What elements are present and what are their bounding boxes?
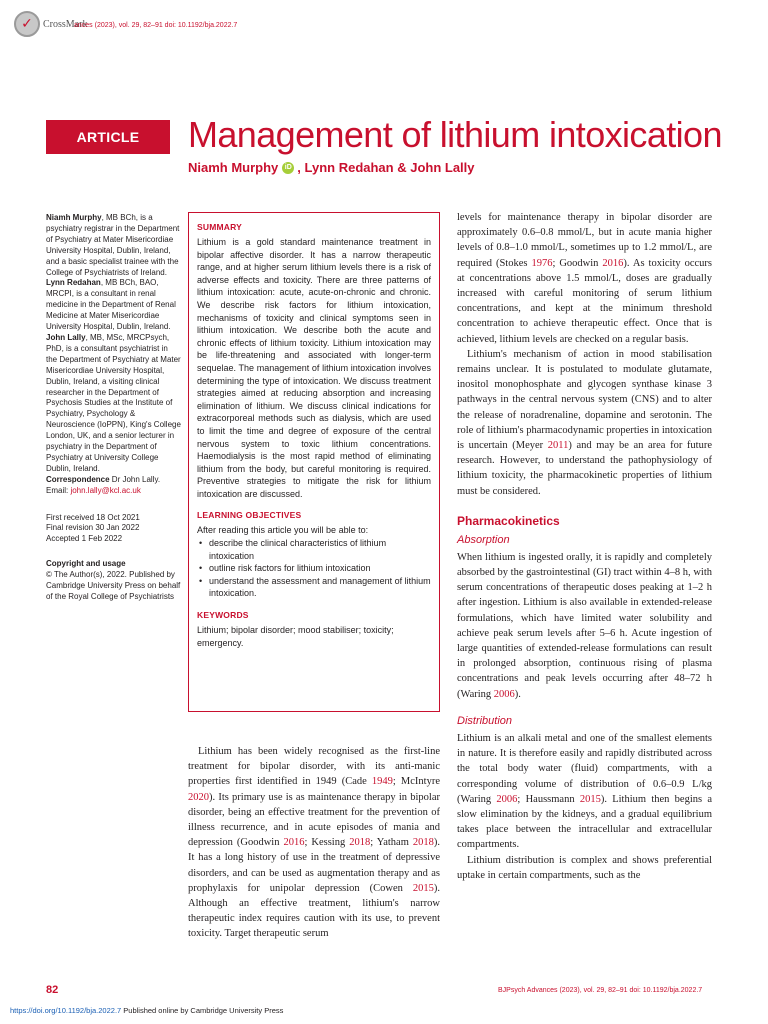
objective-item: • describe the clinical characteristics of lithium intoxication bbox=[197, 537, 431, 562]
date-accepted: Accepted 1 Feb 2022 bbox=[46, 534, 123, 544]
header-citation: ances (2023), vol. 29, 82–91 doi: 10.1192/bja.2022.7 bbox=[74, 22, 238, 29]
email-line bbox=[46, 486, 181, 497]
correspondence-text: Dr John Lally. bbox=[109, 474, 161, 484]
author-sidebar bbox=[46, 213, 181, 603]
article-title: Management of lithium intoxication bbox=[188, 114, 722, 155]
keywords bbox=[197, 610, 431, 649]
date-final-revision: Final revision 30 Jan 2022 bbox=[46, 523, 140, 533]
intro-paragraph: Lithium has been widely recognised as the first-line treatment for bipolar disorder, with its anti-manic properties first identified in 1949 (Cade 1949; McIntyre 2020). Its primary use is as maintenance therapy in bipolar disorder, being an effective treatment for the prevention of illness recurrence, and in acute episodes of mania and depression (Goodwin 2016; Kessing 2018; Yatham 2018). It has a long history of use in the treatment of depressive disorders, and can be used as augmentation therapy and as prophylaxis for unipolar depression (Cowen 2015). Although an effective treatment, lithium's narrow therapeutic index requires caution with its use, to prevent toxicity. Target therapeutic serum bbox=[188, 746, 440, 940]
author-bio-lally bbox=[46, 333, 181, 475]
paragraph: Lithium is an alkali metal and one of the smallest elements in nature. It is therefore easily and rapidly distributed across the total body water (fluid) compartments, with a corresponding volume of distribution of 0.6–0.9 L/kg (Waring 2006; Haussmann 2015). Lithium then begins a slow elimination by the kidneys, and a gradual equilibrium takes place between the intracellular and extracellular compartments. bbox=[457, 732, 712, 851]
subsection-heading-distribution: Distribution bbox=[457, 714, 513, 727]
doi-link[interactable]: https://doi.org/10.1192/bja.2022.7 bbox=[10, 1006, 122, 1015]
crossmark-icon: ✓ bbox=[14, 11, 40, 37]
orcid-icon[interactable]: iD bbox=[282, 162, 294, 174]
body-column-left bbox=[188, 744, 440, 942]
email-label: Email: bbox=[46, 485, 71, 495]
article-type-badge: ARTICLE bbox=[46, 120, 170, 154]
author-first: Niamh Murphy bbox=[188, 160, 279, 175]
keywords-text: Lithium; bipolar disorder; mood stabiliser; toxicity; emergency. bbox=[197, 625, 394, 648]
learning-objectives bbox=[197, 510, 431, 600]
objectives-list bbox=[197, 537, 431, 600]
citation-link[interactable]: 2016 bbox=[602, 257, 624, 269]
author-bio-text: , MB BCh, BAO, MRCPI, is a consultant in renal medicine in the Department of Renal Medicine at Mater Misericordiae University Hospital, Dublin, Ireland. bbox=[46, 278, 176, 332]
author-bio-redahan bbox=[46, 278, 181, 333]
author-bio-murphy bbox=[46, 213, 181, 278]
footer-citation: BJPsych Advances (2023), vol. 29, 82–91 doi: 10.1192/bja.2022.7 bbox=[498, 987, 703, 994]
paragraph: Lithium's mechanism of action in mood stabilisation remains unclear. It is postulated to modulate glutamate, inositol monophosphate and glycogen synthase kinase 3 pathways in the central nervous system (CNS) and to alter the release of noradrenaline, dopamine and serotonin. The role of lithium's pharmacodynamic properties in intoxication is uncertain (Meyer 2011) and may be an area for future research. However, to understand the pathophysiology of lithium toxicity, the pharmacokinetic properties of lithium must be considered. bbox=[457, 348, 712, 497]
citation-link[interactable]: 1949 bbox=[371, 776, 393, 788]
author-list bbox=[188, 160, 475, 175]
citation-link[interactable]: 2015 bbox=[412, 882, 434, 894]
citation-link[interactable]: 2006 bbox=[496, 793, 518, 805]
citation-link[interactable]: 2018 bbox=[412, 837, 434, 849]
summary-text: Lithium is a gold standard maintenance treatment in bipolar affective disorder. It has a narrow therapeutic range, and at higher serum lithium levels there is a risk of adverse effects and toxicity. There are three patterns of lithium intoxication: acute, acute-on-chronic and chronic. We describe risk factors for lithium intoxication, mechanisms of toxicity and clinical symptoms seen in lithium intoxication. We describe both the acute and chronic effects of lithium toxicity. Lithium intoxication may be life-threatening and associated with longer-term sequelae. The management of lithium intoxication involves determining the type of intoxication. We discuss treatment strategies aimed at reducing absorption and increasing elimination of lithium. We discuss clinical indications for extracorporeal methods such as dialysis, which are used to limit the time and degree of exposure of the central nervous system to toxic lithium concentrations. Haemodialysis is the most rapid method of eliminating lithium from the body, but careful monitoring is required. Preventive strategies to mitigate the risk for lithium intoxication are discussed. bbox=[197, 237, 431, 499]
copyright-text: © The Author(s), 2022. Published by Cambridge University Press on behalf of the Royal College of Psychiatrists bbox=[46, 570, 181, 601]
paragraph: Lithium distribution is complex and shows preferential uptake in certain compartments, such as the bbox=[457, 854, 712, 881]
correspondence-label: Correspondence bbox=[46, 474, 110, 484]
citation-link[interactable]: 2016 bbox=[283, 837, 305, 849]
objective-item: • understand the assessment and management of lithium intoxication. bbox=[197, 575, 431, 600]
footer-doi-line bbox=[10, 1006, 283, 1015]
page-number: 82 bbox=[46, 984, 59, 996]
published-note: Published online by Cambridge University Press bbox=[121, 1006, 284, 1015]
citation-link[interactable]: 1976 bbox=[531, 257, 553, 269]
paragraph: When lithium is ingested orally, it is rapidly and completely absorbed by the gastrointestinal (GI) tract within 4–8 h, with serum concentrations of therapeutic doses peaking at 1–2 h after ingestion. Lithium is also available in extended-release formulations, which have limited water solubility and achieve peak serum levels after 5–6 h. Acute ingestion of large quantities of extended-release formulations can result in prolonged absorption, continuous rising of plasma concentrations and peak levels occurring after 48–72 h (Waring 2006). bbox=[457, 551, 712, 700]
objectives-intro: After reading this article you will be able to: bbox=[197, 525, 369, 536]
author-bio-text: , MB BCh, is a psychiatry registrar in the Department of Psychiatry at Mater Misericordiae University Hospital, Dublin, Ireland, and a basic specialist trainee with the College of Psychiatrists of Ireland. bbox=[46, 213, 180, 277]
author-bio-text: , MB, MSc, MRCPsych, PhD, is a consultant psychiatrist in the Department of Psychiatry at Mater Misericordiae University Hospital, Dublin, Ireland, a visiting clinical researcher in the Department of Psychosis Studies at the Institute of Psychiatry, Psychology & Neuroscience (IoPPN), King's College London, UK, and a senior lecturer in psychiatry in the Department of Psychiatry at University College Dublin, Ireland. bbox=[46, 332, 181, 473]
citation-link[interactable]: 2020 bbox=[188, 791, 209, 803]
author-rest: , Lynn Redahan & John Lally bbox=[297, 160, 475, 175]
author-name: Lynn Redahan bbox=[46, 278, 101, 288]
email-link[interactable]: john.lally@kcl.ac.uk bbox=[70, 485, 141, 495]
section-heading-pharmacokinetics: Pharmacokinetics bbox=[457, 513, 560, 528]
article-dates bbox=[46, 513, 181, 546]
summary-heading: SUMMARY bbox=[197, 222, 242, 232]
crossmark-label: CrossMark bbox=[43, 18, 88, 30]
correspondence bbox=[46, 475, 181, 486]
citation-link[interactable]: 2006 bbox=[493, 688, 515, 700]
citation-link[interactable]: 2011 bbox=[547, 440, 569, 452]
keywords-heading: KEYWORDS bbox=[197, 610, 249, 621]
citation-link[interactable]: 2015 bbox=[579, 793, 601, 805]
citation-link[interactable]: 2018 bbox=[349, 837, 371, 849]
date-first-received: First received 18 Oct 2021 bbox=[46, 512, 140, 522]
paragraph: levels for maintenance therapy in bipolar disorder are approximately 0.6–0.8 mmol/L, but in acute mania higher levels of 0.8–1.0 mmol/L, sometimes up to 1.2 mmol/L, are required (Stokes 1976; Goodwin 2016). As toxicity occurs at concentrations above 1.5 mmol/L, doses are gradually increased with careful monitoring of serum lithium concentrations, and kept at the minimum threshold concentration to achieve therapeutic effect. Once that is achieved, lithium levels are checked on a regular basis. bbox=[457, 212, 713, 345]
objective-item: • outline risk factors for lithium intoxication bbox=[197, 562, 431, 575]
subsection-heading-absorption: Absorption bbox=[457, 533, 510, 546]
author-name: Niamh Murphy bbox=[46, 213, 102, 222]
objectives-heading: LEARNING OBJECTIVES bbox=[197, 510, 302, 521]
copyright-heading: Copyright and usage bbox=[46, 559, 126, 569]
author-name: John Lally bbox=[46, 332, 86, 342]
summary-box bbox=[188, 212, 440, 712]
body-column-right bbox=[457, 210, 712, 883]
copyright bbox=[46, 559, 181, 603]
